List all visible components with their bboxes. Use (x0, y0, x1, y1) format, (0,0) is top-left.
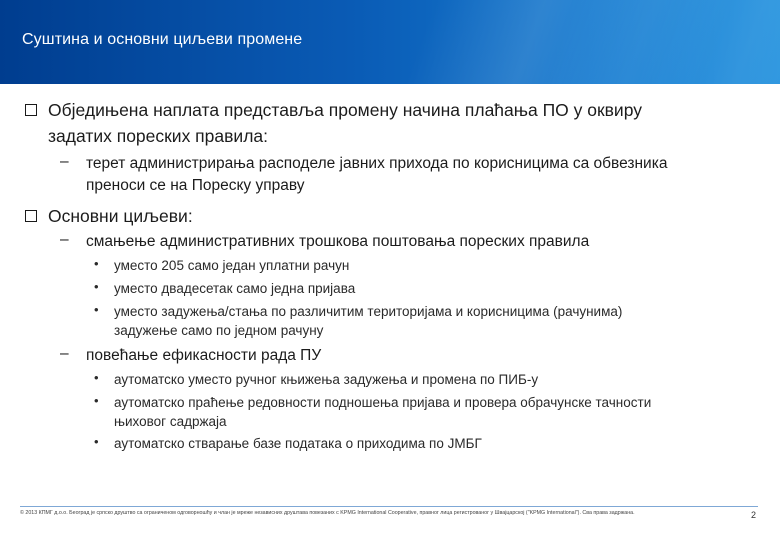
dash-bullet-icon: – (60, 345, 69, 362)
checkbox-bullet-icon (25, 210, 37, 222)
detail-bullet-text: аутоматско праћење редовности подношења пријава и провера обрачунске тачности (114, 395, 652, 410)
detail-bullet-text: уместо двадесетак само једна пријава (114, 281, 356, 296)
sub-bullet-text: терет администрирања расподеле јавних прихода по корисницима са обвезника (86, 155, 668, 172)
sub-bullet-text: повећање ефикасности рада ПУ (86, 347, 322, 364)
sub-bullet-text: смањење административних трошкова поштовања пореских правила (86, 233, 590, 250)
detail-bullet-text: задужење само по једном рачуну (114, 323, 324, 338)
dot-bullet-icon: • (94, 256, 99, 271)
detail-bullet-text: уместо 205 само један уплатни рачун (114, 258, 350, 273)
checkbox-bullet-icon (25, 104, 37, 116)
slide-header (0, 0, 780, 84)
dot-bullet-icon: • (94, 434, 99, 449)
dash-bullet-icon: – (60, 231, 69, 248)
dot-bullet-icon: • (94, 370, 99, 385)
bullet-text: Обједињена наплата представља промену начина плаћања ПО у оквиру (48, 100, 642, 120)
detail-bullet-text: њиховог садржаја (114, 414, 227, 429)
dot-bullet-icon: • (94, 393, 99, 408)
page-number: 2 (751, 510, 757, 520)
dot-bullet-icon: • (94, 279, 99, 294)
bullet-text: Основни циљеви: (48, 206, 193, 226)
dash-bullet-icon: – (60, 153, 69, 170)
sub-bullet-text: преноси се на Пореску управу (86, 177, 305, 194)
footer-divider (20, 506, 758, 507)
detail-bullet-text: уместо задужења/стања по различитим територијама и корисницима (рачунима) (114, 304, 623, 319)
dot-bullet-icon: • (94, 302, 99, 317)
slide-title: Суштина и основни циљеви промене (22, 31, 303, 48)
slide-footer (20, 506, 780, 526)
detail-bullet-text: аутоматско уместо ручног књижења задужења и промена по ПИБ-у (114, 372, 539, 387)
bullet-text: задатих пореских правила: (48, 126, 269, 146)
detail-bullet-text: аутоматско стварање базе података о приходима по ЈМБГ (114, 436, 482, 451)
copyright-notice: © 2013 КПМГ д.о.о. Београд је српско друштво са ограниченом одговорношћу и члан је мреже независних друштава повезаних с KPMG International Cooperative, правног лица регистрованог у Швајцарској ("KPMG International"). Сва права задржана. (20, 510, 635, 516)
